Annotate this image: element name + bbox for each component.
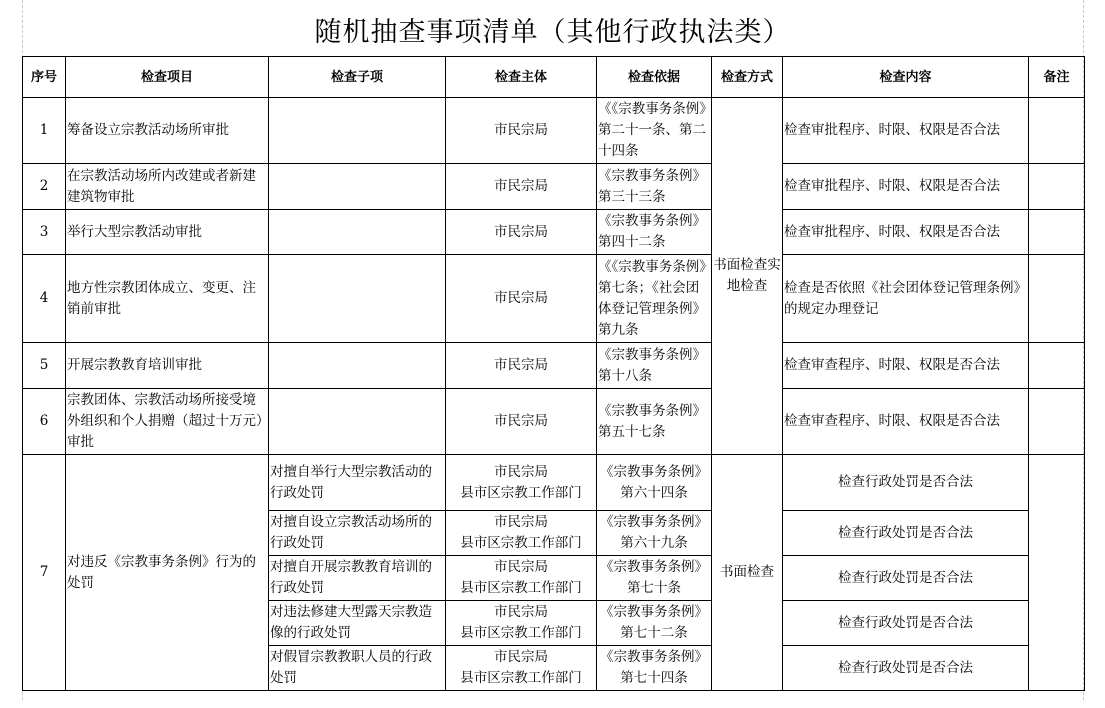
row-subject — [446, 455, 597, 511]
row-subitem: 对擅自设立宗教活动场所的行政处罚 — [269, 511, 446, 556]
row-basis — [597, 556, 712, 601]
table-row — [23, 343, 1085, 389]
row-basis — [597, 646, 712, 691]
row-seq: 1 — [23, 98, 66, 164]
row-content: 检查审批程序、时限、权限是否合法 — [783, 210, 1029, 255]
row-subitem: 对假冒宗教教职人员的行政处罚 — [269, 646, 446, 691]
basis-line-2: 第七十条 — [627, 580, 681, 596]
header-method: 检查方式 — [712, 57, 783, 98]
row-content: 检查行政处罚是否合法 — [783, 601, 1029, 646]
table-row — [23, 98, 1085, 164]
subject-line-1: 市民宗局 — [494, 463, 548, 480]
row-remark — [1029, 343, 1085, 389]
row-basis: 《宗教事务条例》第四十二条 — [597, 210, 712, 255]
row-seq: 5 — [23, 343, 66, 389]
row-subject: 市民宗局 — [446, 98, 597, 164]
row-subject — [446, 646, 597, 691]
subject-line-1: 市民宗局 — [494, 559, 548, 575]
row-item: 开展宗教教育培训审批 — [66, 343, 269, 389]
row-content: 检查行政处罚是否合法 — [783, 646, 1029, 691]
row-subitem — [269, 98, 446, 164]
row-remark — [1029, 164, 1085, 210]
row-subject — [446, 601, 597, 646]
row-subject — [446, 511, 597, 556]
subject-line-1: 市民宗局 — [494, 514, 548, 530]
row-item: 在宗教活动场所内改建或者新建建筑物审批 — [66, 164, 269, 210]
row-item: 宗教团体、宗教活动场所接受境外组织和个人捐赠（超过十万元）审批 — [66, 389, 269, 455]
method-cell-group-1: 书面检查实地检查 — [712, 98, 783, 455]
basis-line-1: 《宗教事务条例》 — [600, 559, 708, 575]
row-subject — [446, 556, 597, 601]
row-content: 检查行政处罚是否合法 — [783, 556, 1029, 601]
row-subitem — [269, 343, 446, 389]
header-basis: 检查依据 — [597, 57, 712, 98]
row-seq: 4 — [23, 255, 66, 343]
row-seq: 2 — [23, 164, 66, 210]
subject-line-2: 县市区宗教工作部门 — [460, 580, 582, 596]
row-subject: 市民宗局 — [446, 210, 597, 255]
basis-line-2: 第七十四条 — [620, 670, 688, 686]
basis-line-2: 第六十四条 — [620, 484, 688, 501]
row-basis — [597, 511, 712, 556]
header-seq: 序号 — [23, 57, 66, 98]
row-content: 检查审查程序、时限、权限是否合法 — [783, 389, 1029, 455]
basis-line-1: 《宗教事务条例》 — [600, 649, 708, 665]
row-subject: 市民宗局 — [446, 164, 597, 210]
basis-line-2: 第六十九条 — [620, 535, 688, 551]
row-item: 地方性宗教团体成立、变更、注销前审批 — [66, 255, 269, 343]
row-item: 筹备设立宗教活动场所审批 — [66, 98, 269, 164]
row-basis: 《《宗教事务条例》第二十一条、第二十四条 — [597, 98, 712, 164]
table-row — [23, 389, 1085, 455]
row-basis: 《宗教事务条例》第十八条 — [597, 343, 712, 389]
row-remark — [1029, 98, 1085, 164]
basis-line-2: 第七十二条 — [620, 625, 688, 641]
row-content: 检查审查程序、时限、权限是否合法 — [783, 343, 1029, 389]
row-subitem — [269, 164, 446, 210]
subject-line-2: 县市区宗教工作部门 — [460, 625, 582, 641]
table-row — [23, 255, 1085, 343]
row-subject: 市民宗局 — [446, 343, 597, 389]
method-cell-group-2: 书面检查 — [712, 455, 783, 691]
header-subject: 检查主体 — [446, 57, 597, 98]
row-basis: 《《宗教事务条例》第七条；《社会团体登记管理条例》第九条 — [597, 255, 712, 343]
row-subitem — [269, 210, 446, 255]
subject-line-2: 县市区宗教工作部门 — [460, 670, 582, 686]
header-content: 检查内容 — [783, 57, 1029, 98]
row-content: 检查审批程序、时限、权限是否合法 — [783, 98, 1029, 164]
row-item: 举行大型宗教活动审批 — [66, 210, 269, 255]
row-subitem — [269, 389, 446, 455]
row-content: 检查是否依照《社会团体登记管理条例》的规定办理登记 — [783, 255, 1029, 343]
header-row — [23, 57, 1085, 98]
row-remark — [1029, 455, 1085, 691]
row-seq: 6 — [23, 389, 66, 455]
basis-line-1: 《宗教事务条例》 — [600, 463, 708, 480]
document-title: 随机抽查事项清单（其他行政执法类） — [314, 17, 791, 48]
row-subject: 市民宗局 — [446, 389, 597, 455]
row-basis — [597, 601, 712, 646]
header-remark: 备注 — [1029, 57, 1085, 98]
row-item: 对违反《宗教事务条例》行为的处罚 — [66, 455, 269, 691]
row-remark — [1029, 389, 1085, 455]
table-row — [23, 164, 1085, 210]
row-content: 检查审批程序、时限、权限是否合法 — [783, 164, 1029, 210]
basis-line-1: 《宗教事务条例》 — [600, 514, 708, 530]
inspection-table — [22, 56, 1085, 691]
row-content: 检查行政处罚是否合法 — [783, 455, 1029, 511]
row-basis: 《宗教事务条例》第三十三条 — [597, 164, 712, 210]
subject-line-1: 市民宗局 — [494, 649, 548, 665]
row-subitem: 对擅自举行大型宗教活动的行政处罚 — [269, 455, 446, 511]
row-subject: 市民宗局 — [446, 255, 597, 343]
row-subitem: 对违法修建大型露天宗教造像的行政处罚 — [269, 601, 446, 646]
row-remark — [1029, 210, 1085, 255]
row-subitem — [269, 255, 446, 343]
row-seq: 7 — [23, 455, 66, 691]
subject-line-2: 县市区宗教工作部门 — [460, 535, 582, 551]
header-subitem: 检查子项 — [269, 57, 446, 98]
subject-line-2: 县市区宗教工作部门 — [460, 484, 582, 501]
row-content: 检查行政处罚是否合法 — [783, 511, 1029, 556]
row-remark — [1029, 255, 1085, 343]
header-item: 检查项目 — [66, 57, 269, 98]
table-row — [23, 210, 1085, 255]
row-seq: 3 — [23, 210, 66, 255]
table-row — [23, 455, 1085, 511]
row-basis: 《宗教事务条例》第五十七条 — [597, 389, 712, 455]
subject-line-1: 市民宗局 — [494, 604, 548, 620]
row-basis — [597, 455, 712, 511]
basis-line-1: 《宗教事务条例》 — [600, 604, 708, 620]
row-subitem: 对擅自开展宗教教育培训的行政处罚 — [269, 556, 446, 601]
